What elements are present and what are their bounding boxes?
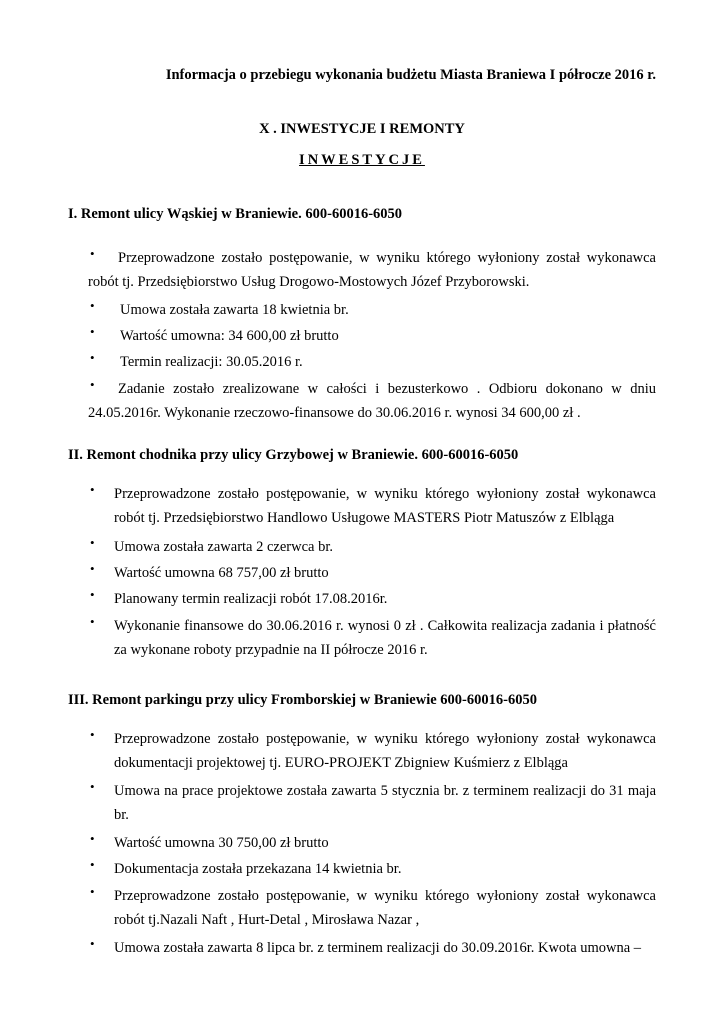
list-item-text: Wykonanie finansowe do 30.06.2016 r. wynosi 0 zł . Całkowita realizacja zadania i płatność za wykonane roboty przypadnie na II półrocze 2016 r.	[114, 618, 656, 658]
list-item-text: Przeprowadzone zostało postępowanie, w wyniku którego wyłoniony został wykonawca robót tj. Przedsiębiorstwo Handlowo Usługowe MASTERS Piotr Matuszów z Elbląga	[114, 486, 656, 526]
document-header-title: Informacja o przebiegu wykonania budżetu Miasta Braniewa I półrocze 2016 r.	[165, 67, 656, 83]
bullet-icon: •	[90, 831, 95, 846]
bullet-icon: •	[90, 936, 95, 951]
list-item-text: Przeprowadzone zostało postępowanie, w wyniku którego wyłoniony został wykonawca robót tj.Nazali Naft , Hurt-Detal , Mirosława Nazar ,	[114, 888, 656, 928]
bullet-icon: •	[90, 779, 95, 794]
list-item-text: Umowa została zawarta 2 czerwca br.	[114, 539, 333, 555]
bullet-icon: •	[90, 482, 95, 497]
bullet-icon: •	[90, 246, 95, 261]
list-item-text: Zadanie zostało zrealizowane w całości i bezusterkowo . Odbioru dokonano w dniu 24.05.2016r. Wykonanie rzeczowo-finansowe do 30.06.2016 r. wynosi 34 600,00 zł .	[88, 381, 656, 421]
list-item-text: Umowa została zawarta 8 lipca br. z terminem realizacji do 30.09.2016r. Kwota umowna –	[114, 940, 642, 956]
bullet-icon: •	[90, 857, 95, 872]
section-heading-1: I. Remont ulicy Wąskiej w Braniewie. 600-60016-6050	[68, 206, 403, 222]
bullet-icon: •	[90, 614, 95, 629]
list-item-text: Wartość umowna 30 750,00 zł brutto	[114, 835, 329, 851]
bullet-icon: •	[90, 727, 95, 742]
list-item-text: Termin realizacji: 30.05.2016 r.	[120, 354, 303, 370]
list-item-text: Przeprowadzone zostało postępowanie, w wyniku którego wyłoniony został wykonawca dokumentacji projektowej tj. EURO-PROJEKT Zbigniew Kuśmierz z Elbląga	[114, 731, 656, 771]
list-item-text: Przeprowadzone zostało postępowanie, w wyniku którego wyłoniony został wykonawca robót tj. Przedsiębiorstwo Usług Drogowo-Mostowych Józef Przyborowski.	[88, 250, 656, 290]
bullet-icon: •	[90, 298, 95, 313]
chapter-title: X . INWESTYCJE I REMONTY	[259, 121, 465, 137]
list-item-text: Umowa na prace projektowe została zawarta 5 stycznia br. z terminem realizacji do 31 maja br.	[114, 783, 656, 823]
bullet-icon: •	[90, 377, 95, 392]
bullet-icon: •	[90, 350, 95, 365]
section-heading-3: III. Remont parkingu przy ulicy Fromborskiej w Braniewie 600-60016-6050	[68, 692, 537, 708]
bullet-icon: •	[90, 884, 95, 899]
list-item-text: Planowany termin realizacji robót 17.08.2016r.	[114, 591, 388, 607]
bullet-icon: •	[90, 561, 95, 576]
section-heading-2: II. Remont chodnika przy ulicy Grzybowej w Braniewie. 600-60016-6050	[68, 447, 519, 463]
bullet-icon: •	[90, 535, 95, 550]
list-item-text: Dokumentacja została przekazana 14 kwietnia br.	[114, 861, 402, 877]
subchapter-title: INWESTYCJE	[299, 152, 425, 168]
bullet-icon: •	[90, 324, 95, 339]
list-item-text: Wartość umowna: 34 600,00 zł brutto	[120, 328, 339, 344]
list-item-text: Umowa została zawarta 18 kwietnia br.	[120, 302, 349, 318]
bullet-icon: •	[90, 587, 95, 602]
list-item-text: Wartość umowna 68 757,00 zł brutto	[114, 565, 329, 581]
